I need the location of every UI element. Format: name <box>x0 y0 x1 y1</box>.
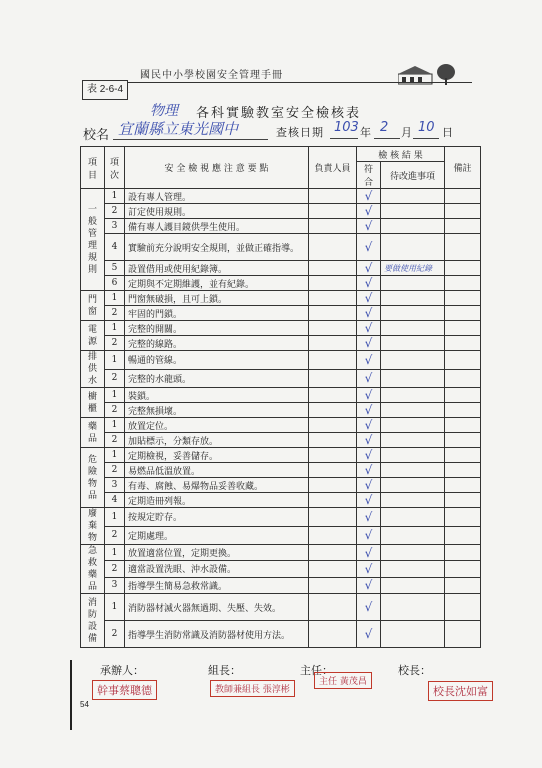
remark-cell <box>445 204 481 219</box>
responsible-person-cell <box>309 234 357 261</box>
school-underline <box>113 139 268 140</box>
todo-cell <box>381 189 445 204</box>
ok-check-mark: √ <box>357 418 381 433</box>
remark-cell <box>445 306 481 321</box>
ok-check-mark: √ <box>357 526 381 545</box>
responsible-person-cell <box>309 433 357 448</box>
todo-cell <box>381 291 445 306</box>
item-text: 定期造冊列報。 <box>125 493 309 508</box>
table-row <box>81 369 481 388</box>
item-number: 1 <box>105 291 125 306</box>
responsible-person-cell <box>309 369 357 388</box>
col-result-header: 檢 核 結 果 <box>357 147 445 162</box>
date-month-underline <box>374 138 400 139</box>
todo-cell <box>381 234 445 261</box>
form-title: 各科實驗教室安全檢核表 <box>196 106 362 121</box>
table-row <box>81 351 481 370</box>
school-label: 校名 <box>83 128 110 143</box>
item-text: 完整的水龍頭。 <box>125 369 309 388</box>
director-stamp: 主任 黃茂昌 <box>314 672 372 689</box>
ok-check-mark: √ <box>357 261 381 276</box>
ok-check-mark: √ <box>357 336 381 351</box>
item-number: 1 <box>105 351 125 370</box>
item-text: 完整的開關。 <box>125 321 309 336</box>
table-row <box>81 219 481 234</box>
item-number: 2 <box>105 561 125 577</box>
todo-cell <box>381 403 445 418</box>
remark-cell <box>445 508 481 527</box>
responsible-person-cell <box>309 189 357 204</box>
remark-cell <box>445 433 481 448</box>
table-row <box>81 234 481 261</box>
item-text: 裝鎖。 <box>125 388 309 403</box>
item-number: 2 <box>105 306 125 321</box>
item-text: 加貼標示，分類存放。 <box>125 433 309 448</box>
principal-label: 校長： <box>398 664 431 677</box>
item-text: 消防器材滅火器無過期、失壓、失效。 <box>125 594 309 621</box>
remark-cell <box>445 234 481 261</box>
item-number: 2 <box>105 433 125 448</box>
ok-check-mark: √ <box>357 508 381 527</box>
remark-cell <box>445 291 481 306</box>
remark-cell <box>445 336 481 351</box>
item-number: 1 <box>105 508 125 527</box>
todo-cell <box>381 276 445 291</box>
item-text: 設置借用或使用紀錄簿。 <box>125 261 309 276</box>
remark-cell <box>445 561 481 577</box>
item-text: 訂定使用規則。 <box>125 204 309 219</box>
ok-check-mark: √ <box>357 276 381 291</box>
ok-check-mark: √ <box>357 321 381 336</box>
responsible-person-cell <box>309 276 357 291</box>
ok-check-mark: √ <box>357 478 381 493</box>
binding-mark <box>70 660 72 730</box>
todo-cell <box>381 478 445 493</box>
item-text: 實驗前充分說明安全規則，並做正確指導。 <box>125 234 309 261</box>
responsible-person-cell <box>309 204 357 219</box>
ok-check-mark: √ <box>357 577 381 593</box>
item-number: 5 <box>105 261 125 276</box>
todo-cell <box>381 577 445 593</box>
ok-check-mark: √ <box>357 369 381 388</box>
remark-cell <box>445 276 481 291</box>
leader-stamp: 教師兼組長 張淳彬 <box>210 680 295 697</box>
item-text: 指導學生消防常識及消防器材使用方法。 <box>125 621 309 648</box>
item-text: 門窗無破損，且可上鎖。 <box>125 291 309 306</box>
responsible-person-cell <box>309 219 357 234</box>
remark-cell <box>445 321 481 336</box>
ok-check-mark: √ <box>357 219 381 234</box>
todo-cell <box>381 594 445 621</box>
todo-cell <box>381 433 445 448</box>
col-ok-header: 符合 <box>357 162 381 189</box>
item-text: 定期檢視，妥善儲存。 <box>125 448 309 463</box>
category-cell: 消防設備 <box>81 594 105 648</box>
date-day-underline <box>413 138 439 139</box>
remark-cell <box>445 388 481 403</box>
col-todo-header: 待改進事項 <box>381 162 445 189</box>
todo-cell <box>381 493 445 508</box>
ok-check-mark: √ <box>357 403 381 418</box>
responsible-person-cell <box>309 577 357 593</box>
responsible-person-cell <box>309 351 357 370</box>
remark-cell <box>445 403 481 418</box>
item-text: 定期與不定期維護，並有紀錄。 <box>125 276 309 291</box>
responsible-person-cell <box>309 545 357 561</box>
category-cell: 廢棄物 <box>81 508 105 545</box>
remark-cell <box>445 261 481 276</box>
category-cell: 櫥櫃 <box>81 388 105 418</box>
principal-stamp: 校長沈如富 <box>428 681 493 701</box>
table-row <box>81 508 481 527</box>
table-row <box>81 189 481 204</box>
remark-cell <box>445 577 481 593</box>
todo-cell <box>381 351 445 370</box>
item-text: 按規定貯存。 <box>125 508 309 527</box>
category-cell: 一般管理規則 <box>81 189 105 291</box>
school-name-value: 宜蘭縣立東光國中 <box>118 120 239 138</box>
item-number: 1 <box>105 388 125 403</box>
todo-cell <box>381 545 445 561</box>
date-label: 查核日期 <box>276 126 324 139</box>
table-row <box>81 493 481 508</box>
item-number: 2 <box>105 403 125 418</box>
item-number: 1 <box>105 594 125 621</box>
responsible-person-cell <box>309 478 357 493</box>
item-text: 暢通的管線。 <box>125 351 309 370</box>
responsible-person-cell <box>309 448 357 463</box>
item-text: 放置適當位置，定期更換。 <box>125 545 309 561</box>
inspection-table <box>80 146 481 648</box>
todo-cell <box>381 463 445 478</box>
school-building-icon <box>398 62 458 86</box>
todo-cell <box>381 336 445 351</box>
todo-cell <box>381 508 445 527</box>
item-text: 設有專人管理。 <box>125 189 309 204</box>
responsible-person-cell <box>309 291 357 306</box>
todo-cell <box>381 219 445 234</box>
item-text: 放置定位。 <box>125 418 309 433</box>
date-year-value: 103 <box>334 120 359 135</box>
director-label: 主任： <box>300 664 333 677</box>
item-number: 1 <box>105 545 125 561</box>
item-number: 4 <box>105 234 125 261</box>
remark-cell <box>445 418 481 433</box>
date-year-underline <box>330 138 358 139</box>
todo-cell <box>381 418 445 433</box>
ok-check-mark: √ <box>357 234 381 261</box>
date-month-value: 2 <box>380 120 389 135</box>
item-number: 3 <box>105 219 125 234</box>
item-number: 6 <box>105 276 125 291</box>
ok-check-mark: √ <box>357 204 381 219</box>
item-text: 定期處理。 <box>125 526 309 545</box>
item-number: 2 <box>105 204 125 219</box>
remark-cell <box>445 463 481 478</box>
item-number: 2 <box>105 369 125 388</box>
page-number: 54 <box>80 700 89 709</box>
table-row <box>81 561 481 577</box>
table-row <box>81 291 481 306</box>
table-row <box>81 403 481 418</box>
table-row <box>81 594 481 621</box>
item-text: 有毒、腐蝕、易爆物品妥善收藏。 <box>125 478 309 493</box>
responsible-person-cell <box>309 403 357 418</box>
col-remark-header: 備註 <box>445 147 481 189</box>
date-month-unit: 月 <box>401 126 412 139</box>
item-text: 完整的線路。 <box>125 336 309 351</box>
table-row <box>81 478 481 493</box>
responsible-person-cell <box>309 621 357 648</box>
ok-check-mark: √ <box>357 594 381 621</box>
col-points-header: 安 全 檢 視 應 注 意 要 點 <box>125 147 309 189</box>
responsible-person-cell <box>309 336 357 351</box>
ok-check-mark: √ <box>357 561 381 577</box>
ok-check-mark: √ <box>357 545 381 561</box>
item-number: 2 <box>105 526 125 545</box>
todo-cell <box>381 321 445 336</box>
remark-cell <box>445 526 481 545</box>
col-item-header: 項目 <box>81 147 105 189</box>
remark-cell <box>445 478 481 493</box>
ok-check-mark: √ <box>357 351 381 370</box>
responsible-person-cell <box>309 493 357 508</box>
table-row <box>81 306 481 321</box>
ok-check-mark: √ <box>357 493 381 508</box>
responsible-person-cell <box>309 463 357 478</box>
table-row <box>81 388 481 403</box>
responsible-person-cell <box>309 306 357 321</box>
handler-label: 承辦人： <box>100 664 144 677</box>
date-day-value: 10 <box>418 120 435 135</box>
remark-cell <box>445 351 481 370</box>
responsible-person-cell <box>309 321 357 336</box>
responsible-person-cell <box>309 526 357 545</box>
table-row <box>81 336 481 351</box>
responsible-person-cell <box>309 418 357 433</box>
table-row <box>81 448 481 463</box>
table-row <box>81 261 481 276</box>
todo-cell <box>381 621 445 648</box>
item-text: 備有專人護目鏡供學生使用。 <box>125 219 309 234</box>
table-row <box>81 577 481 593</box>
table-row <box>81 526 481 545</box>
form-tag: 表 2-6-4 <box>82 80 128 100</box>
col-seq-header: 項次 <box>105 147 125 189</box>
item-number: 1 <box>105 189 125 204</box>
remark-cell <box>445 448 481 463</box>
ok-check-mark: √ <box>357 433 381 448</box>
item-number: 2 <box>105 336 125 351</box>
table-row <box>81 621 481 648</box>
ok-check-mark: √ <box>357 306 381 321</box>
remark-cell <box>445 621 481 648</box>
date-year-unit: 年 <box>360 126 371 139</box>
remark-cell <box>445 369 481 388</box>
responsible-person-cell <box>309 261 357 276</box>
item-text: 牢固的門鎖。 <box>125 306 309 321</box>
category-cell: 急救藥品 <box>81 545 105 594</box>
category-cell: 藥品 <box>81 418 105 448</box>
manual-header-title: 國民中小學校園安全管理手冊 <box>140 70 283 81</box>
table-row <box>81 418 481 433</box>
table-row <box>81 276 481 291</box>
todo-cell: 要做使用紀錄 <box>381 261 445 276</box>
table-row <box>81 463 481 478</box>
item-text: 易燃品低溫放置。 <box>125 463 309 478</box>
item-number: 2 <box>105 621 125 648</box>
table-row <box>81 433 481 448</box>
ok-check-mark: √ <box>357 448 381 463</box>
table-row <box>81 321 481 336</box>
category-cell: 排供水 <box>81 351 105 388</box>
item-text: 完整無損壞。 <box>125 403 309 418</box>
remark-cell <box>445 219 481 234</box>
category-cell: 電源 <box>81 321 105 351</box>
todo-cell <box>381 306 445 321</box>
item-number: 1 <box>105 448 125 463</box>
todo-cell <box>381 369 445 388</box>
category-cell: 門窗 <box>81 291 105 321</box>
remark-cell <box>445 493 481 508</box>
ok-check-mark: √ <box>357 388 381 403</box>
item-text: 指導學生簡易急救常識。 <box>125 577 309 593</box>
ok-check-mark: √ <box>357 621 381 648</box>
todo-cell <box>381 204 445 219</box>
item-number: 3 <box>105 577 125 593</box>
col-person-header: 負責人員 <box>309 147 357 189</box>
table-row <box>81 545 481 561</box>
responsible-person-cell <box>309 561 357 577</box>
remark-cell <box>445 594 481 621</box>
item-number: 2 <box>105 463 125 478</box>
responsible-person-cell <box>309 508 357 527</box>
todo-cell <box>381 448 445 463</box>
item-number: 1 <box>105 418 125 433</box>
responsible-person-cell <box>309 594 357 621</box>
table-row <box>81 204 481 219</box>
todo-cell <box>381 561 445 577</box>
date-day-unit: 日 <box>442 126 453 139</box>
leader-label: 組長： <box>208 664 241 677</box>
ok-check-mark: √ <box>357 463 381 478</box>
category-cell: 危險物品 <box>81 448 105 508</box>
subject-handwritten: 物理 <box>150 103 178 119</box>
responsible-person-cell <box>309 388 357 403</box>
ok-check-mark: √ <box>357 189 381 204</box>
todo-cell <box>381 388 445 403</box>
item-number: 4 <box>105 493 125 508</box>
todo-cell <box>381 526 445 545</box>
handler-stamp: 幹事蔡聰德 <box>92 680 157 700</box>
item-text: 適當設置洗眼、沖水設備。 <box>125 561 309 577</box>
item-number: 3 <box>105 478 125 493</box>
ok-check-mark: √ <box>357 291 381 306</box>
remark-cell <box>445 545 481 561</box>
item-number: 1 <box>105 321 125 336</box>
remark-cell <box>445 189 481 204</box>
